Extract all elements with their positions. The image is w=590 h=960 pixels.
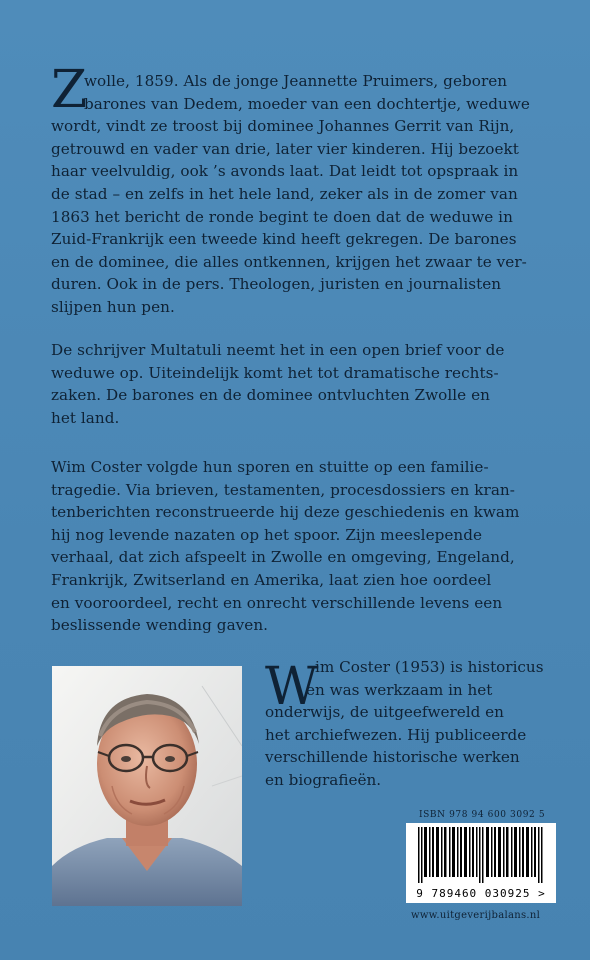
bio-line: im Coster (1953) is historicus <box>315 658 544 676</box>
synopsis-line: zaken. De barones en de dominee ontvluchten Zwolle en <box>51 386 490 405</box>
barcode-icon <box>406 823 556 885</box>
bio-line: en biografieën. <box>265 770 382 789</box>
synopsis-line: getrouwd en vader van drie, later vier kinderen. Hij bezoekt <box>51 139 519 158</box>
synopsis-line: slijpen hun pen. <box>51 297 175 316</box>
synopsis-line: en vooroordeel, recht en onrecht verschillende levens een <box>51 593 503 612</box>
synopsis-line: hij nog levende nazaten op het spoor. Zijn meeslepende <box>51 525 483 544</box>
bio-line: het archiefwezen. Hij publiceerde <box>265 725 527 744</box>
synopsis-line: barones van Dedem, moeder van een dochtertje, weduwe <box>84 94 530 113</box>
synopsis-line: duren. Ook in de pers. Theologen, juristen en journalisten <box>51 275 502 294</box>
isbn-number: ISBN 978 94 600 3092 5 <box>419 810 546 820</box>
synopsis-paragraph-1 <box>51 60 571 319</box>
author-portrait-icon <box>52 666 242 906</box>
barcode <box>406 823 556 903</box>
author-bio <box>265 656 575 792</box>
synopsis-paragraph-3 <box>51 456 571 637</box>
author-photo <box>52 666 242 906</box>
synopsis-line: Frankrijk, Zwitserland en Amerika, laat zien hoe oordeel <box>51 570 492 589</box>
synopsis-line: weduwe op. Uiteindelijk komt het tot dramatische rechts- <box>51 363 499 382</box>
synopsis-line: haar veelvuldig, ook ’s avonds laat. Dat leidt tot opspraak in <box>51 162 519 181</box>
synopsis-line: Zuid-Frankrijk een tweede kind heeft gekregen. De barones <box>51 230 517 249</box>
publisher-url: www.uitgeverijbalans.nl <box>411 910 541 921</box>
synopsis-line: De schrijver Multatuli neemt het in een open brief voor de <box>51 341 505 359</box>
bio-line: onderwijs, de uitgeefwereld en <box>265 703 504 722</box>
synopsis-line: Wim Coster volgde hun sporen en stuitte op een familie- <box>51 458 489 476</box>
synopsis-line: de stad – en zelfs in het hele land, zeker als in de zomer van <box>51 184 518 203</box>
bio-line: en was werkzaam in het <box>306 680 493 699</box>
synopsis-line: tenberichten reconstrueerde hij deze geschiedenis en kwam <box>51 503 520 522</box>
barcode-number: 9 789460 030925 > <box>416 887 546 900</box>
synopsis-line: verhaal, dat zich afspeelt in Zwolle en omgeving, Engeland, <box>51 548 515 567</box>
synopsis-line: en de dominee, die alles ontkennen, krijgen het zwaar te ver- <box>51 252 527 271</box>
drop-cap-w: W <box>265 657 319 717</box>
bio-line: verschillende historische werken <box>265 748 520 767</box>
synopsis-line: het land. <box>51 408 120 427</box>
synopsis-line: beslissende wending gaven. <box>51 616 269 635</box>
synopsis-line: wordt, vindt ze troost bij dominee Johannes Gerrit van Rijn, <box>51 117 515 136</box>
synopsis-paragraph-2 <box>51 339 571 429</box>
synopsis-line: tragedie. Via brieven, testamenten, procesdossiers en kran- <box>51 480 515 499</box>
synopsis-line: 1863 het bericht de ronde begint te doen dat de weduwe in <box>51 207 513 226</box>
drop-cap-z: Z <box>51 60 88 120</box>
synopsis-line: wolle, 1859. Als de jonge Jeannette Pruimers, geboren <box>84 72 508 90</box>
